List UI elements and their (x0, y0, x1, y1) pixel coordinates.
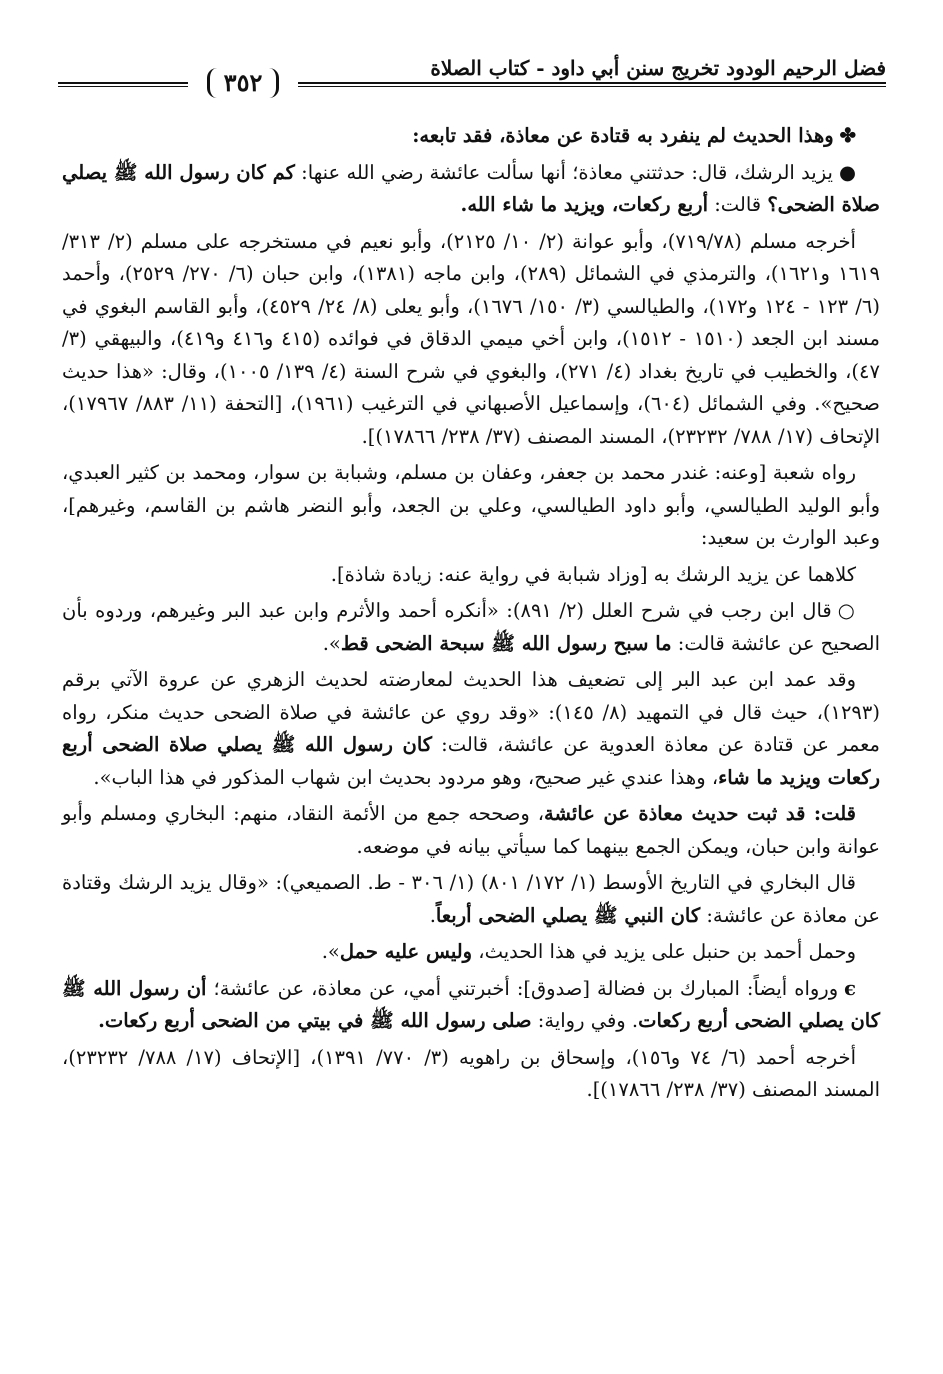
bold-text-segment: كان النبي ﷺ يصلي الضحى أربعاً (435, 903, 701, 927)
bold-text-segment: قلت: قد ثبت حديث معاذة عن عائشة (544, 802, 857, 825)
page-body (62, 120, 880, 1111)
header-rule-thin (58, 86, 886, 87)
paragraph-marker: ○ (837, 599, 857, 622)
text-segment: قال البخاري في التاريخ الأوسط (١/ ١٧٢/ ٨٠١) (١/ ٣٠٦ - ط. الصميعي): «وقال يزيد الرشك وقتادة عن معاذة عن عائشة: (62, 871, 880, 927)
text-segment: ». (322, 631, 341, 655)
bold-text-segment: وهذا الحديث لم ينفرد به قتادة عن معاذة، فقد تابعه: (412, 124, 834, 147)
paragraph-p12 (62, 1042, 880, 1107)
bold-text-segment: كم كان رسول الله ﷺ يصلي صلاة الضحى؟ (62, 160, 880, 216)
bold-text-segment: ما سبح رسول الله ﷺ سبحة الضحى قط (340, 631, 672, 655)
text-segment: ، وهذا عندي غير صحيح، وهو مردود بحديث ابن شهاب المذكور في هذا الباب». (93, 765, 719, 789)
text-segment: رواه شعبة [وعنه: غندر محمد بن جعفر، وعفان بن مسلم، وشبابة بن سوار، ومحمد بن كثير العبدي، وأبو الوليد الطيالسي، وأبو داود الطيالسي، وعلي بن الجعد، وأبو النضر هاشم بن القاسم، وغيرهم]، وعبد الوارث بن سعيد: (62, 461, 880, 549)
text-segment: كلاهما عن يزيد الرشك به [وزاد شبابة في رواية عنه: زيادة شاذة]. (330, 562, 856, 586)
text-segment: قال ابن رجب في شرح العلل (٢/ ٨٩١): «أنكره أحمد والأثرم وابن عبد البر وغيرهم، وردوه بأن الصحيح عن عائشة قالت: (62, 599, 880, 655)
paragraph-p3 (62, 226, 880, 454)
bold-text-segment: أربع ركعات، ويزيد ما شاء الله. (460, 193, 708, 216)
bold-text-segment: كان رسول الله ﷺ يصلي صلاة الضحى أربع ركعات ويزيد ما شاء (62, 733, 880, 789)
bold-text-segment: أن رسول الله ﷺ كان يصلي الضحى أربع ركعات (62, 976, 880, 1032)
paragraph-p7 (62, 664, 880, 794)
text-segment: ، وصححه جمع من الأئمة النقاد، منهم: البخاري ومسلم وأبو عوانة وابن حبان، ويمكن الجمع بينهما كما سيأتي بيانه في موضعه. (62, 802, 880, 858)
text-segment: . وفي رواية: (531, 1009, 639, 1032)
text-segment: يزيد الرشك، قال: حدثتني معاذة؛ أنها سألت عائشة رضي الله عنها: (294, 160, 833, 184)
paragraph-p8 (62, 798, 880, 863)
text-segment: أخرجه مسلم (٧١٩/٧٨)، وأبو عوانة (٢/ ١٠/ ٢١٢٥)، وأبو نعيم في مستخرجه على مسلم (٢/ ٣١٣/ ١٦١٩ و١٦٢١)، والترمذي في الشمائل (٢٨٩)، وابن ماجه (١٣٨١)، وابن حبان (٦/ ٢٧٠/ ٢٥٢٩)، وأحمد (٦/ ١٢٣ - ١٢٤ و١٧٢)، والطيالسي (٣/ ١٥٠/ ١٦٧٦)، وأبو يعلى (٨/ ٢٤/ ٤٥٢٩)، وأبو القاسم البغوي في مسند ابن الجعد (١٥١٠ - ١٥١٢)، وابن أخي ميمي الدقاق في فوائده (٤١٥ و٤١٦ و٤١٩)، والبيهقي (٣/ ٤٧)، والخطيب في تاريخ بغداد (٤/ ٢٧١)، والبغوي في شرح السنة (٤/ ١٣٩/ ١٠٠٥)، وقال: «هذا حديث صحيح». وفي الشمائل (٦٠٤)، وإسماعيل الأصبهاني في الترغيب (١٩٦١)، [التحفة (١١/ ٨٨٣/ ١٧٩٦٧)، الإتحاف (١٧/ ٧٨٨/ ٢٣٢٣٢)، المسند المصنف (٣٧/ ٢٣٨/ ١٧٨٦٦)]. (62, 229, 881, 448)
page-header (58, 50, 886, 97)
page-number: ٣٥٢ (207, 68, 280, 98)
paragraph-marker: ✤ (839, 124, 856, 147)
paragraph-p9 (62, 867, 880, 932)
text-segment: ». (321, 940, 340, 963)
text-segment: . (429, 903, 436, 927)
text-segment: أخرجه أحمد (٦/ ٧٤ و١٥٦)، وإسحاق بن راهويه (٣/ ٧٧٠/ ١٣٩١)، [الإتحاف (١٧/ ٧٨٨/ ٢٣٢٣٢)، المسند المصنف (٣٧/ ٢٣٨/ ١٧٨٦٦)]. (62, 1045, 880, 1101)
paragraph-p1 (62, 120, 880, 153)
paragraph-p4 (62, 457, 880, 555)
paragraph-p2 (62, 157, 880, 222)
paragraph-p11 (62, 973, 880, 1038)
text-segment: قالت: (708, 193, 768, 216)
page-number-ornament (188, 64, 298, 102)
paragraph-marker: ● (838, 160, 857, 184)
paragraph-p10 (62, 936, 880, 969)
text-segment: وحمل أحمد بن حنبل على يزيد في هذا الحديث، (472, 940, 856, 963)
text-segment: وقد عمد ابن عبد البر إلى تضعيف هذا الحديث لمعارضته لحديث الزهري عن عروة الآتي برقم (١٢٩٣)، حيث قال في التمهيد (٨/ ١٤٥): «وقد روي عن عائشة في صلاة الضحى حديث منكر، رواه معمر عن قتادة عن معاذة العدوية عن عائشة، قالت: (62, 668, 880, 756)
running-title: فضل الرحيم الودود تخريج سنن أبي داود - كتاب الصلاة (430, 56, 886, 80)
paragraph-p6 (62, 595, 880, 660)
bold-text-segment: وليس عليه حمل (339, 940, 473, 963)
paragraph-marker: ϵ (844, 976, 856, 1000)
text-segment: ورواه أيضاً: المبارك بن فضالة [صدوق]: أخبرتني أمي، عن معاذة، عن عائشة؛ (206, 976, 839, 1000)
paragraph-p5 (62, 559, 880, 592)
bold-text-segment: صلى رسول الله ﷺ في بيتي من الضحى أربع ركعات. (98, 1009, 532, 1032)
header-rule (58, 82, 886, 84)
